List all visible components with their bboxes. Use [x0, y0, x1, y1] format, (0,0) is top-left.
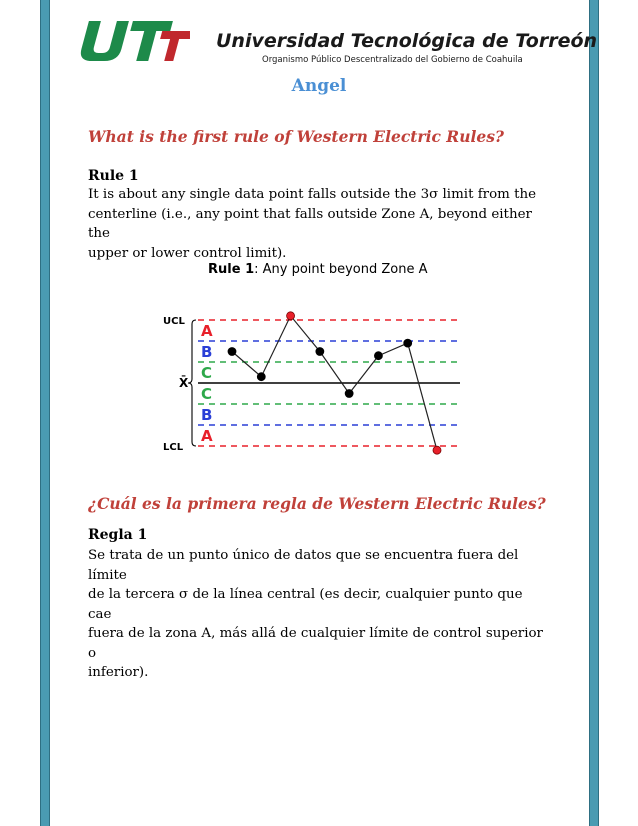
zone-label: A: [201, 427, 213, 445]
out-of-control-point: [433, 446, 441, 454]
data-point: [316, 348, 324, 356]
zone-label: B: [201, 406, 213, 424]
text-line: upper or lower control limit).: [88, 245, 287, 261]
text-line: inferior).: [88, 665, 149, 680]
control-chart: [160, 255, 470, 480]
university-subtitle: Organismo Público Descentralizado del Gobierno de Coahuila: [262, 55, 523, 65]
zone-label: B: [201, 343, 213, 361]
left-margin-bar: [40, 0, 50, 826]
rule-heading-english: Rule 1: [88, 168, 139, 184]
ucl-label: UCL: [163, 316, 185, 327]
rule-text-english: [88, 185, 550, 263]
text-line: Se trata de un punto único de datos que se encuentra fuera del límite: [88, 548, 519, 583]
rule-text-spanish: [88, 546, 550, 683]
lcl-label: LCL: [163, 442, 184, 453]
control-chart-figure: [160, 255, 470, 480]
zone-label: C: [201, 385, 213, 403]
data-point: [404, 339, 412, 347]
zone-label: C: [201, 364, 213, 382]
data-point: [228, 348, 236, 356]
text-line: de la tercera σ de la línea central (es decir, cualquier punto que cae: [88, 587, 523, 622]
question-english: What is the first rule of Western Electric Rules?: [88, 127, 505, 146]
author-name: Angel: [291, 76, 347, 96]
data-point: [374, 352, 382, 360]
zone-bracket: [188, 320, 196, 446]
university-name: Universidad Tecnológica de Torreón: [216, 30, 598, 52]
text-line: fuera de la zona A, más allá de cualquier límite de control superior o: [88, 626, 543, 661]
data-point: [345, 390, 353, 398]
data-point: [257, 373, 265, 381]
text-line: It is about any single data point falls outside the 3σ limit from the: [88, 187, 537, 202]
zone-label: A: [201, 322, 213, 340]
question-spanish: ¿Cuál es la primera regla de Western Electric Rules?: [88, 494, 546, 513]
center-label: X̄: [179, 376, 189, 390]
right-margin-bar: [589, 0, 599, 826]
utt-logo: [70, 17, 190, 65]
rule-heading-spanish: Regla 1: [88, 527, 148, 543]
chart-title: Rule 1: Any point beyond Zone A: [208, 262, 428, 277]
out-of-control-point: [287, 312, 295, 320]
page-header: [0, 0, 638, 80]
text-line: centerline (i.e., any point that falls outside Zone A, beyond either the: [88, 206, 532, 241]
